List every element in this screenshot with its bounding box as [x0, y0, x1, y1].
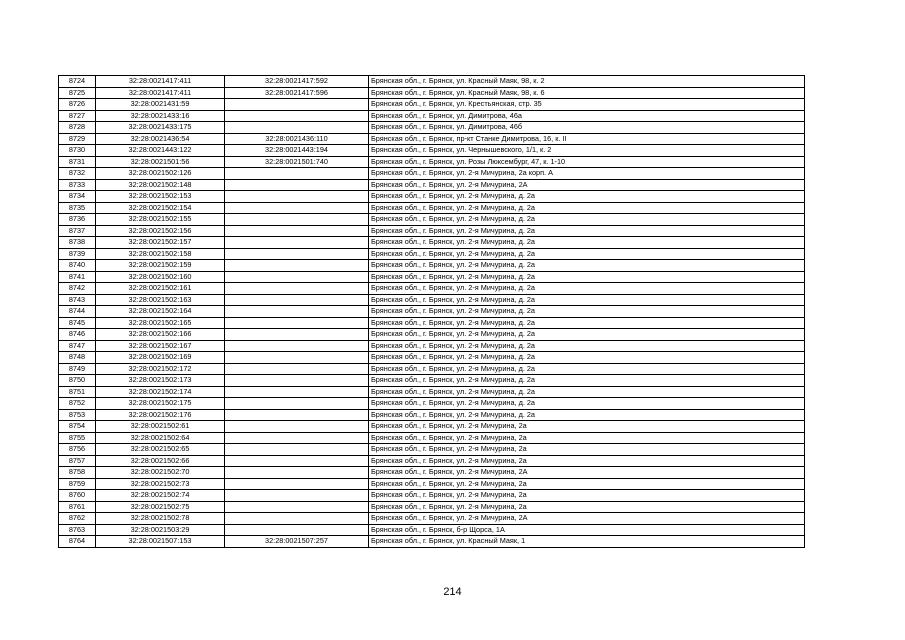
- cadastral-number-cell: 32:28:0021502:159: [96, 260, 225, 272]
- table-body: [59, 76, 805, 548]
- object-cadastral-number-cell: [225, 398, 369, 410]
- object-cadastral-number-cell: [225, 478, 369, 490]
- object-cadastral-number-cell: [225, 340, 369, 352]
- cadastral-number-cell: 32:28:0021502:153: [96, 191, 225, 203]
- cadastral-number-cell: 32:28:0021502:167: [96, 340, 225, 352]
- table-row: [59, 317, 805, 329]
- address-cell: Брянская обл., г. Брянск, ул. 2-я Мичурина, 2а: [369, 478, 805, 490]
- table-row: [59, 398, 805, 410]
- row-number-cell: 8743: [59, 294, 96, 306]
- object-cadastral-number-cell: [225, 260, 369, 272]
- table-row: [59, 478, 805, 490]
- table-row: [59, 145, 805, 157]
- table-row: [59, 340, 805, 352]
- row-number-cell: 8745: [59, 317, 96, 329]
- object-cadastral-number-cell: [225, 467, 369, 479]
- page-number: 214: [443, 586, 462, 598]
- cadastral-number-cell: 32:28:0021433:16: [96, 110, 225, 122]
- row-number-cell: 8744: [59, 306, 96, 318]
- row-number-cell: 8728: [59, 122, 96, 134]
- row-number-cell: 8746: [59, 329, 96, 341]
- address-cell: Брянская обл., г. Брянск, ул. 2-я Мичурина, 2А: [369, 513, 805, 525]
- table-row: [59, 455, 805, 467]
- cadastral-number-cell: 32:28:0021502:70: [96, 467, 225, 479]
- cadastral-number-cell: 32:28:0021502:157: [96, 237, 225, 249]
- cadastral-number-cell: 32:28:0021417:411: [96, 76, 225, 88]
- object-cadastral-number-cell: 32:28:0021417:592: [225, 76, 369, 88]
- table-row: [59, 260, 805, 272]
- cadastral-number-cell: 32:28:0021502:160: [96, 271, 225, 283]
- object-cadastral-number-cell: [225, 421, 369, 433]
- row-number-cell: 8735: [59, 202, 96, 214]
- object-cadastral-number-cell: [225, 317, 369, 329]
- cadastral-number-cell: 32:28:0021433:175: [96, 122, 225, 134]
- address-cell: Брянская обл., г. Брянск, ул. Красный Маяк, 98, к. 2: [369, 76, 805, 88]
- address-cell: Брянская обл., г. Брянск, ул. 2-я Мичурина, 2а: [369, 501, 805, 513]
- table-row: [59, 513, 805, 525]
- address-cell: Брянская обл., г. Брянск, ул. Крестьянская, стр. 35: [369, 99, 805, 111]
- row-number-cell: 8724: [59, 76, 96, 88]
- object-cadastral-number-cell: [225, 99, 369, 111]
- address-cell: Брянская обл., г. Брянск, ул. Чернышевского, 1/1, к. 2: [369, 145, 805, 157]
- object-cadastral-number-cell: [225, 329, 369, 341]
- address-cell: Брянская обл., г. Брянск, ул. 2-я Мичурина, 2а: [369, 421, 805, 433]
- table-row: [59, 490, 805, 502]
- address-cell: Брянская обл., г. Брянск, ул. 2-я Мичурина, д. 2а: [369, 202, 805, 214]
- address-cell: Брянская обл., г. Брянск, ул. 2-я Мичурина, 2а: [369, 432, 805, 444]
- table-row: [59, 409, 805, 421]
- table-row: [59, 352, 805, 364]
- row-number-cell: 8727: [59, 110, 96, 122]
- row-number-cell: 8751: [59, 386, 96, 398]
- cadastral-number-cell: 32:28:0021502:155: [96, 214, 225, 226]
- object-cadastral-number-cell: [225, 237, 369, 249]
- address-cell: Брянская обл., г. Брянск, ул. 2-я Мичурина, д. 2а: [369, 225, 805, 237]
- object-cadastral-number-cell: [225, 214, 369, 226]
- cadastral-number-cell: 32:28:0021502:165: [96, 317, 225, 329]
- address-cell: Брянская обл., г. Брянск, ул. 2-я Мичурина, 2а: [369, 444, 805, 456]
- address-cell: Брянская обл., г. Брянск, ул. Красный Маяк, 98, к. 6: [369, 87, 805, 99]
- row-number-cell: 8760: [59, 490, 96, 502]
- cadastral-number-cell: 32:28:0021502:74: [96, 490, 225, 502]
- address-cell: Брянская обл., г. Брянск, ул. 2-я Мичурина, д. 2а: [369, 317, 805, 329]
- cadastral-number-cell: 32:28:0021502:161: [96, 283, 225, 295]
- row-number-cell: 8755: [59, 432, 96, 444]
- address-cell: Брянская обл., г. Брянск, ул. 2-я Мичурина, 2а: [369, 455, 805, 467]
- cadastral-number-cell: 32:28:0021502:64: [96, 432, 225, 444]
- object-cadastral-number-cell: [225, 513, 369, 525]
- table-row: [59, 524, 805, 536]
- address-cell: Брянская обл., г. Брянск, ул. 2-я Мичурина, 2а: [369, 490, 805, 502]
- address-cell: Брянская обл., г. Брянск, ул. 2-я Мичурина, д. 2а: [369, 248, 805, 260]
- address-cell: Брянская обл., г. Брянск, ул. 2-я Мичурина, д. 2а: [369, 306, 805, 318]
- table-row: [59, 363, 805, 375]
- row-number-cell: 8747: [59, 340, 96, 352]
- table-row: [59, 168, 805, 180]
- table-row: [59, 87, 805, 99]
- address-cell: Брянская обл., г. Брянск, ул. 2-я Мичурина, д. 2а: [369, 352, 805, 364]
- address-cell: Брянская обл., г. Брянск, ул. 2-я Мичурина, д. 2а: [369, 363, 805, 375]
- row-number-cell: 8748: [59, 352, 96, 364]
- cadastral-number-cell: 32:28:0021443:122: [96, 145, 225, 157]
- row-number-cell: 8736: [59, 214, 96, 226]
- cadastral-number-cell: 32:28:0021502:78: [96, 513, 225, 525]
- object-cadastral-number-cell: [225, 179, 369, 191]
- cadastral-number-cell: 32:28:0021431:59: [96, 99, 225, 111]
- cadastral-number-cell: 32:28:0021502:166: [96, 329, 225, 341]
- row-number-cell: 8759: [59, 478, 96, 490]
- table-row: [59, 386, 805, 398]
- table-row: [59, 133, 805, 145]
- row-number-cell: 8729: [59, 133, 96, 145]
- address-cell: Брянская обл., г. Брянск, ул. Димитрова, 46б: [369, 122, 805, 134]
- table-row: [59, 76, 805, 88]
- address-cell: Брянская обл., г. Брянск, пр-кт Станке Димитрова, 16, к. II: [369, 133, 805, 145]
- row-number-cell: 8754: [59, 421, 96, 433]
- table-row: [59, 214, 805, 226]
- row-number-cell: 8762: [59, 513, 96, 525]
- address-cell: Брянская обл., г. Брянск, ул. 2-я Мичурина, д. 2а: [369, 283, 805, 295]
- address-cell: Брянская обл., г. Брянск, ул. 2-я Мичурина, 2А: [369, 467, 805, 479]
- cadastral-number-cell: 32:28:0021502:175: [96, 398, 225, 410]
- cadastral-number-cell: 32:28:0021502:126: [96, 168, 225, 180]
- address-cell: Брянская обл., г. Брянск, ул. 2-я Мичурина, д. 2а: [369, 398, 805, 410]
- cadastral-number-cell: 32:28:0021502:158: [96, 248, 225, 260]
- object-cadastral-number-cell: [225, 191, 369, 203]
- cadastral-number-cell: 32:28:0021502:75: [96, 501, 225, 513]
- object-cadastral-number-cell: 32:28:0021501:740: [225, 156, 369, 168]
- table-row: [59, 237, 805, 249]
- table-row: [59, 225, 805, 237]
- table-row: [59, 156, 805, 168]
- address-cell: Брянская обл., г. Брянск, ул. Розы Люксембург, 47, к. 1-10: [369, 156, 805, 168]
- row-number-cell: 8750: [59, 375, 96, 387]
- row-number-cell: 8737: [59, 225, 96, 237]
- table-row: [59, 191, 805, 203]
- table-row: [59, 306, 805, 318]
- object-cadastral-number-cell: [225, 490, 369, 502]
- object-cadastral-number-cell: 32:28:0021417:596: [225, 87, 369, 99]
- object-cadastral-number-cell: [225, 294, 369, 306]
- cadastral-number-cell: 32:28:0021502:65: [96, 444, 225, 456]
- row-number-cell: 8725: [59, 87, 96, 99]
- cadastral-number-cell: 32:28:0021501:56: [96, 156, 225, 168]
- address-cell: Брянская обл., г. Брянск, ул. 2-я Мичурина, д. 2а: [369, 237, 805, 249]
- object-cadastral-number-cell: 32:28:0021443:194: [225, 145, 369, 157]
- address-cell: Брянская обл., г. Брянск, ул. 2-я Мичурина, д. 2а: [369, 375, 805, 387]
- row-number-cell: 8731: [59, 156, 96, 168]
- row-number-cell: 8757: [59, 455, 96, 467]
- row-number-cell: 8733: [59, 179, 96, 191]
- cadastral-number-cell: 32:28:0021502:164: [96, 306, 225, 318]
- object-cadastral-number-cell: [225, 306, 369, 318]
- row-number-cell: 8756: [59, 444, 96, 456]
- table-row: [59, 110, 805, 122]
- object-cadastral-number-cell: [225, 352, 369, 364]
- cadastral-number-cell: 32:28:0021502:61: [96, 421, 225, 433]
- object-cadastral-number-cell: [225, 375, 369, 387]
- row-number-cell: 8764: [59, 536, 96, 548]
- object-cadastral-number-cell: [225, 501, 369, 513]
- row-number-cell: 8738: [59, 237, 96, 249]
- table-row: [59, 421, 805, 433]
- row-number-cell: 8740: [59, 260, 96, 272]
- cadastral-number-cell: 32:28:0021502:73: [96, 478, 225, 490]
- object-cadastral-number-cell: 32:28:0021436:110: [225, 133, 369, 145]
- table-row: [59, 271, 805, 283]
- object-cadastral-number-cell: [225, 444, 369, 456]
- row-number-cell: 8730: [59, 145, 96, 157]
- table-row: [59, 202, 805, 214]
- address-cell: Брянская обл., г. Брянск, ул. 2-я Мичурина, 2А: [369, 179, 805, 191]
- table-row: [59, 467, 805, 479]
- table-row: [59, 501, 805, 513]
- object-cadastral-number-cell: [225, 248, 369, 260]
- object-cadastral-number-cell: [225, 432, 369, 444]
- row-number-cell: 8758: [59, 467, 96, 479]
- row-number-cell: 8734: [59, 191, 96, 203]
- cadastral-number-cell: 32:28:0021507:153: [96, 536, 225, 548]
- table-row: [59, 283, 805, 295]
- table-row: [59, 294, 805, 306]
- table-row: [59, 99, 805, 111]
- address-cell: Брянская обл., г. Брянск, ул. 2-я Мичурина, д. 2а: [369, 271, 805, 283]
- object-cadastral-number-cell: [225, 409, 369, 421]
- address-cell: Брянская обл., г. Брянск, ул. 2-я Мичурина, д. 2а: [369, 340, 805, 352]
- object-cadastral-number-cell: [225, 225, 369, 237]
- object-cadastral-number-cell: [225, 110, 369, 122]
- address-cell: Брянская обл., г. Брянск, ул. Димитрова, 46а: [369, 110, 805, 122]
- cadastral-number-cell: 32:28:0021503:29: [96, 524, 225, 536]
- address-cell: Брянская обл., г. Брянск, ул. 2-я Мичурина, д. 2а: [369, 294, 805, 306]
- object-cadastral-number-cell: [225, 386, 369, 398]
- row-number-cell: 8752: [59, 398, 96, 410]
- table-row: [59, 444, 805, 456]
- address-cell: Брянская обл., г. Брянск, б-р Щорса, 1А: [369, 524, 805, 536]
- row-number-cell: 8761: [59, 501, 96, 513]
- row-number-cell: 8741: [59, 271, 96, 283]
- table-row: [59, 329, 805, 341]
- address-cell: Брянская обл., г. Брянск, ул. 2-я Мичурина, д. 2а: [369, 260, 805, 272]
- row-number-cell: 8726: [59, 99, 96, 111]
- object-cadastral-number-cell: [225, 202, 369, 214]
- row-number-cell: 8732: [59, 168, 96, 180]
- table-row: [59, 248, 805, 260]
- object-cadastral-number-cell: 32:28:0021507:257: [225, 536, 369, 548]
- cadastral-number-cell: 32:28:0021417:411: [96, 87, 225, 99]
- object-cadastral-number-cell: [225, 271, 369, 283]
- object-cadastral-number-cell: [225, 363, 369, 375]
- cadastral-number-cell: 32:28:0021502:66: [96, 455, 225, 467]
- table-row: [59, 179, 805, 191]
- address-cell: Брянская обл., г. Брянск, ул. Красный Маяк, 1: [369, 536, 805, 548]
- cadastral-number-cell: 32:28:0021502:173: [96, 375, 225, 387]
- table-row: [59, 375, 805, 387]
- row-number-cell: 8749: [59, 363, 96, 375]
- cadastral-table: [58, 75, 805, 548]
- row-number-cell: 8739: [59, 248, 96, 260]
- object-cadastral-number-cell: [225, 455, 369, 467]
- cadastral-number-cell: 32:28:0021502:176: [96, 409, 225, 421]
- cadastral-number-cell: 32:28:0021502:163: [96, 294, 225, 306]
- cadastral-number-cell: 32:28:0021502:154: [96, 202, 225, 214]
- object-cadastral-number-cell: [225, 283, 369, 295]
- table-row: [59, 122, 805, 134]
- object-cadastral-number-cell: [225, 168, 369, 180]
- cadastral-number-cell: 32:28:0021502:174: [96, 386, 225, 398]
- object-cadastral-number-cell: [225, 524, 369, 536]
- address-cell: Брянская обл., г. Брянск, ул. 2-я Мичурина, 2а корп. А: [369, 168, 805, 180]
- cadastral-number-cell: 32:28:0021502:172: [96, 363, 225, 375]
- address-cell: Брянская обл., г. Брянск, ул. 2-я Мичурина, д. 2а: [369, 386, 805, 398]
- address-cell: Брянская обл., г. Брянск, ул. 2-я Мичурина, д. 2а: [369, 409, 805, 421]
- row-number-cell: 8763: [59, 524, 96, 536]
- object-cadastral-number-cell: [225, 122, 369, 134]
- address-cell: Брянская обл., г. Брянск, ул. 2-я Мичурина, д. 2а: [369, 214, 805, 226]
- row-number-cell: 8753: [59, 409, 96, 421]
- address-cell: Брянская обл., г. Брянск, ул. 2-я Мичурина, д. 2а: [369, 191, 805, 203]
- address-cell: Брянская обл., г. Брянск, ул. 2-я Мичурина, д. 2а: [369, 329, 805, 341]
- cadastral-number-cell: 32:28:0021502:169: [96, 352, 225, 364]
- row-number-cell: 8742: [59, 283, 96, 295]
- cadastral-number-cell: 32:28:0021436:54: [96, 133, 225, 145]
- cadastral-number-cell: 32:28:0021502:156: [96, 225, 225, 237]
- table-row: [59, 536, 805, 548]
- cadastral-number-cell: 32:28:0021502:148: [96, 179, 225, 191]
- table-row: [59, 432, 805, 444]
